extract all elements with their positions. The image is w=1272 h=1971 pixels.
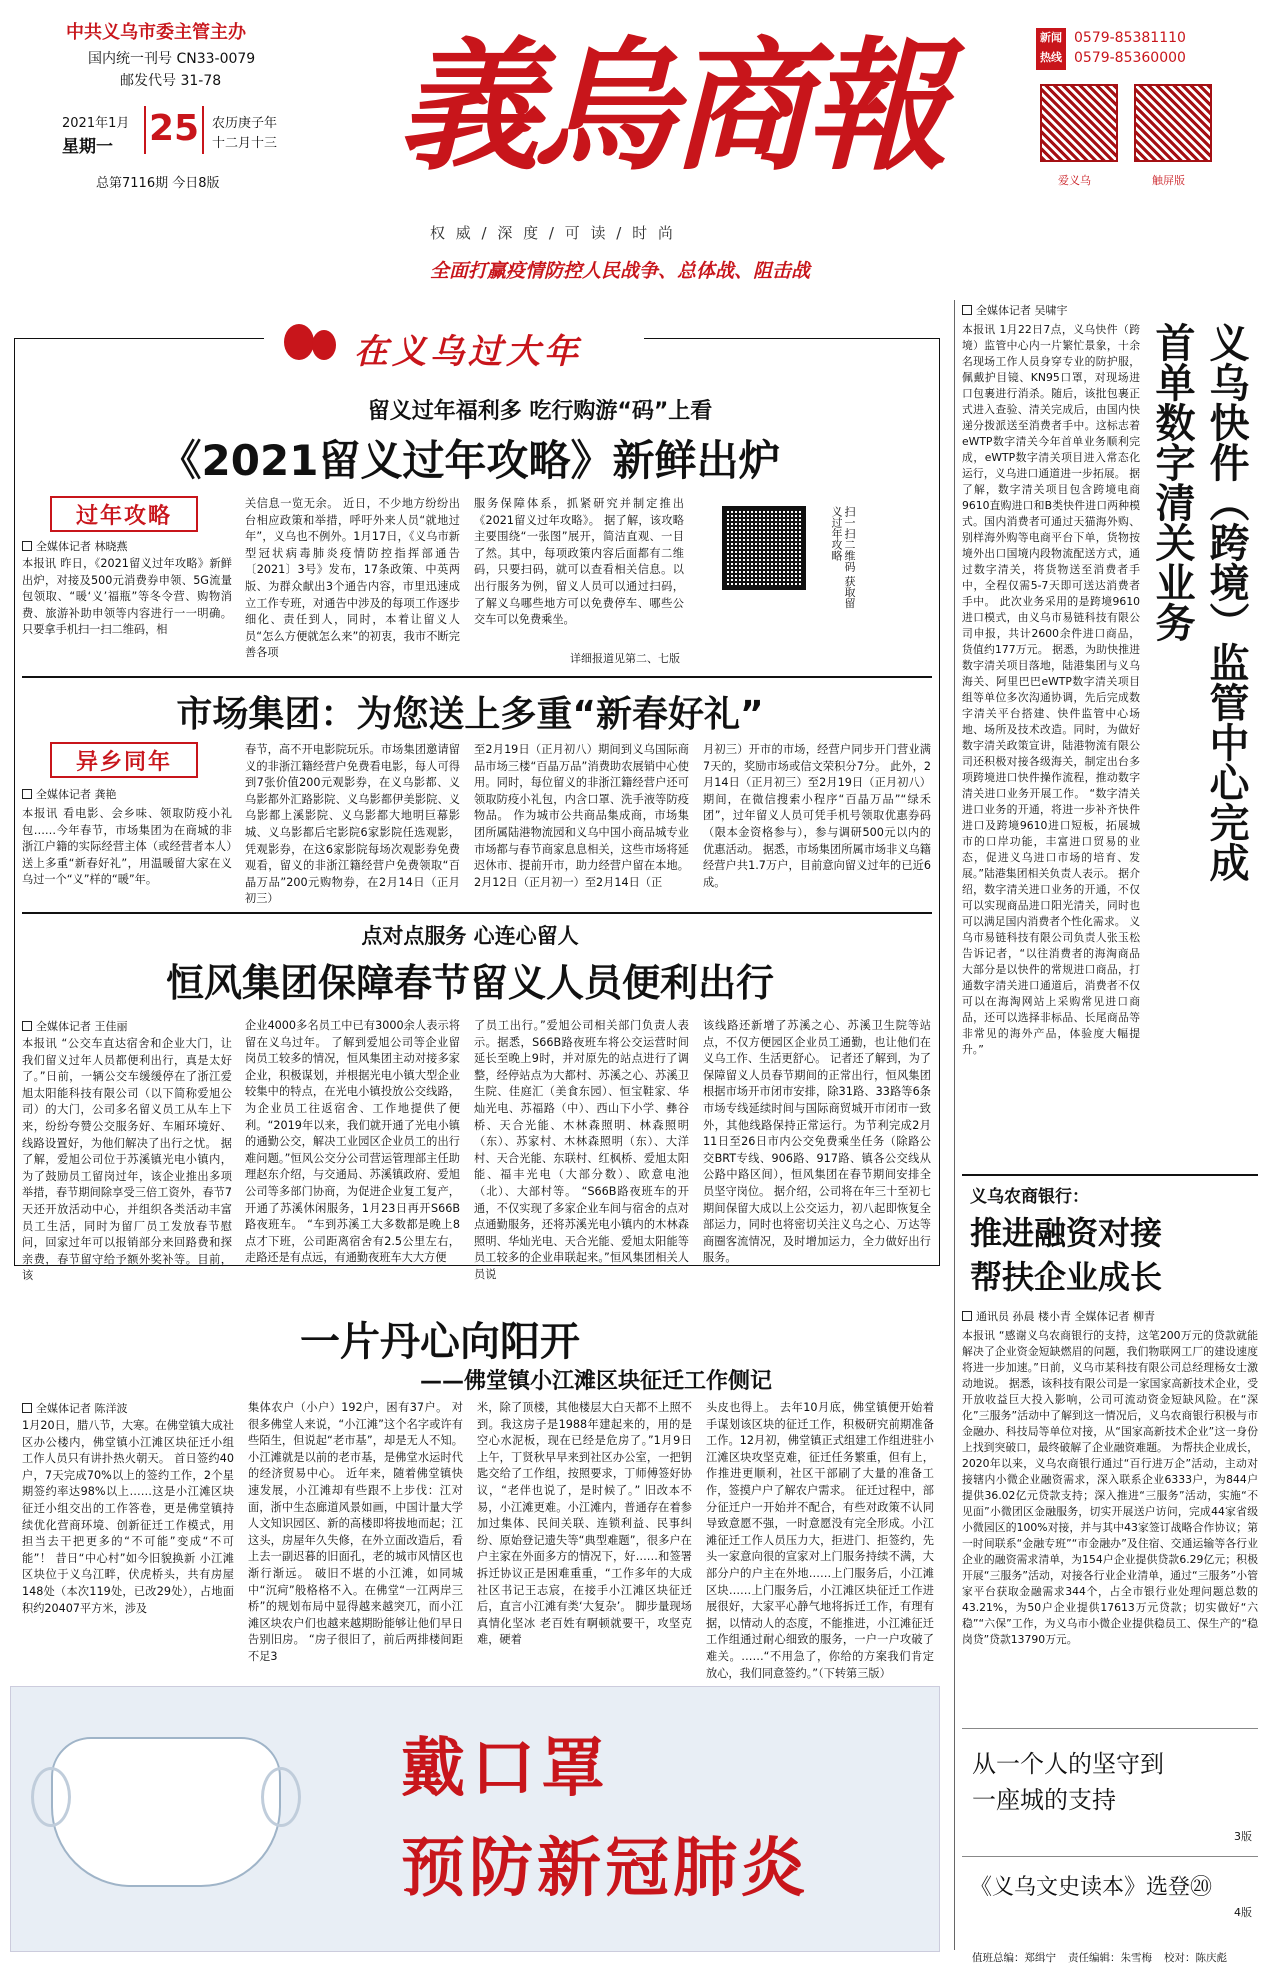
hengfeng-col-4: 该线路还新增了苏溪之心、苏溪卫生院等站点，不仅方便园区企业员工通勤，也让他们在义乌工作、生活更舒心。 记者还了解到，为了保障留义人员春节期间的正常出行，恒风集团根据市场开市闭市安排，除31路、33路等6条市场专线延续时间与国际商贸城开市闭市一致外，其他线路保持正常运行。为节利完成2月11日至26日市内公交免费乘坐任务（除路公交BRT专线、906路、917路、镇各公交线从公路中路区间），恒风集团在春节期间安排全员坚守岗位。 据介绍，公司将在年三十至初七期间保留大成以上公交运力，初八起即恢复全部运力，同时也将密切关注义乌之心、万达等商圈客流情况，及时增加运力，全力做好出行服务。	[703, 1019, 931, 1265]
lantern-icon	[284, 324, 314, 360]
bank-kicker: 义乌农商银行：	[970, 1187, 1089, 1207]
issue-line: 总第7116期 今日8版	[96, 176, 220, 191]
hengfeng-headline: 恒风集团保障春节留义人员便利出行	[165, 961, 774, 1005]
footer-editor-2: 责任编辑：朱雪梅	[1068, 1952, 1152, 1964]
lunar-day: 十二月十三	[212, 136, 278, 151]
tag-hometown: 异乡同年	[50, 742, 198, 778]
hotline-tag-1: 新闻	[1040, 31, 1062, 44]
qr-code-mobile	[1134, 84, 1212, 162]
lunar-year: 农历庚子年	[212, 116, 278, 131]
byline-square-icon	[962, 305, 972, 315]
hotline-badge	[1036, 28, 1066, 70]
issn-line: 国内统一刊号 CN33-0079	[88, 51, 256, 67]
qr-label-app: 爱义乌	[1058, 174, 1091, 187]
jiangtan-subhead: ——佛堂镇小江滩区块征迁工作侧记	[420, 1369, 773, 1394]
newspaper-title: 義烏商報	[398, 24, 942, 190]
market-headline: 市场集团：为您送上多重“新春好礼”	[176, 694, 764, 735]
qr-caption-line-2: 获取留义过年攻略	[830, 506, 856, 609]
kuaijian-headline-1: 义乌快件（跨境）监管中心完成	[1203, 322, 1249, 882]
footer-editor-3: 校对：陈庆彪	[1164, 1952, 1227, 1964]
campaign-banner: 全面打赢疫情防控人民战争、总体战、阻击战	[430, 260, 811, 282]
date-day: 25	[144, 106, 204, 154]
qr-label-mobile: 触屏版	[1152, 174, 1185, 187]
byline-square-icon	[22, 1021, 32, 1031]
promo-1-page: 3版	[1234, 1830, 1252, 1843]
byline-square-icon	[22, 1403, 32, 1413]
byline-text: 全媒体记者 林晓燕	[36, 540, 128, 553]
market-byline	[22, 786, 117, 802]
divider	[22, 676, 932, 678]
phone-1: 0579-85381110	[1074, 30, 1186, 46]
divider	[962, 1856, 1258, 1857]
jiangtan-byline	[22, 1400, 128, 1416]
bank-byline	[962, 1308, 1155, 1324]
bank-headline-2: 帮扶企业成长	[970, 1258, 1163, 1296]
kuaijian-byline	[962, 302, 1068, 318]
jiangtan-headline: 一片丹心向阳开	[300, 1319, 580, 1365]
feature-headline: 《2021留义过年攻略》新鲜出炉	[159, 436, 781, 485]
feature-col-1: 本报讯 昨日，《2021留义过年攻略》新鲜出炉，对接及500元消费券申领、5G流量包领取、“暖‘义’福瓶”等冬令营、购物消费、旅游补助申领等内容进行一一明确。只要拿手机扫一扫二维码，相	[22, 557, 232, 637]
kuaijian-body-overflow	[962, 994, 1260, 1178]
hengfeng-col-1: 本报讯 “公交车直达宿舍和企业大门，让我们留义过年人员都便利出行，真是太好了。”日前，一辆公交车缓缓停在了浙江爱旭太阳能科技有限公司（以下简称爱旭公司）的大门，公司多名留义员工从车上下来，纷纷夸赞公交服务好、车厢环境好、线路设置好，为他们解决了出行之忧。 据了解，爱旭公司位于苏溪镇光电小镇内，为了鼓励员工留岗过年，该企业推出多项举措，春节期间除享受三倍工资外，春节7天还开放活动中心，并组织各类活动丰富员工生活，同时为留厂员工发放春节慰问，回家过年可以报销部分来回路费和探亲费，春节留守给予额外奖补等。目前，该	[22, 1037, 232, 1283]
jiangtan-col-2: 集体农户（小户）192户，困有37户。 对很多佛堂人来说，“小江滩”这个名字或许有些陌生，但说起“老市基”，却是无人不知。小江滩就是以前的老市基，是佛堂水运时代的经济贸易中心。 近年来，随着佛堂镇快速发展，小江滩却有些跟不上步伐：江对面，浙中生态廊道风景如画，中国计量大学人文知识园区、新的高楼即将拔地而起；江这头，房屋年久失修，在外立面改造后，看上去一副迟暮的旧面孔，老的城市风情区也渐行渐远。 破旧不堪的小江滩，如同城中“沉疴”般格格不入。在佛堂“一江两岸三桥”的规划布局中显得越来越突兀，而小江滩区块农户们也越来越期盼能够让他们早日告别旧房。 “房子很旧了，前后两排楼间距不足3	[248, 1401, 463, 1663]
sponsor-line: 中共义乌市委主管主办	[66, 22, 246, 43]
feature-banner-title: 在义乌过大年	[354, 332, 582, 372]
bank-headline-1: 推进融资对接	[970, 1214, 1163, 1252]
byline-text: 全媒体记者 陈洋波	[36, 1402, 128, 1415]
phone-2: 0579-85360000	[1074, 50, 1186, 66]
jiangtan-col-3: 米，除了顶楼，其他楼层大白天都不上照不到。我这房子是1988年建起来的，用的是空心水泥板，现在已经是危房了。”1月9日上午，丁贤秋早早来到社区办公室，一把钥匙交给了工作组，按照要求，丁师傅签好协议，“老伴也说了，是时候了。” 旧改本不易，小江滩更难。小江滩内，普通存在着参加过集体、民间关联、连锁利益、民事纠纷、原始登记遗失等“典型难题”，很多户在户主家在外面多方的情况下，好……和签署拆迁协议正是困难重重，“工作多年的大成社区书记王志宸，在接手小江滩区块征迁后，直言小江滩有类‘大复杂’。 脚步量现场 真情化坚冰 老百姓有啊顿就要干，攻坚克难，硬着	[477, 1401, 692, 1647]
market-col-1: 本报讯 看电影、会乡味、领取防疫小礼包……今年春节，市场集团为在商城的非浙江户籍的实际经营主体（或经营者本人）送上多重“新春好礼”，用温暖留大家在义乌过一个“义”样的“暖”年。	[22, 807, 232, 887]
date-year-month: 2021年1月	[62, 116, 130, 131]
lantern-icon	[312, 330, 336, 360]
mask-strap-icon	[261, 1767, 301, 1827]
footer-credits	[972, 1950, 1262, 1965]
kuaijian-headline-2: 首单数字清关业务	[1149, 322, 1195, 642]
hotline-tag-2: 热线	[1040, 51, 1062, 64]
feature-col-2: 关信息一览无余。 近日，不少地方纷纷出台相应政策和举措，呼吁外来人员“就地过年”，义乌也不例外。1月17日，《义乌市新型冠状病毒肺炎疫情防控指挥部通告〔2021〕3号》发布，17条政策、中英两版、为群众献出3个通告内容，市里迅速成立工作专班，对通告中涉及的每项工作逐步细化、责任到人，同时，本着让留义人员“怎么方便就怎么来”的初衷，我市不断完善各项	[245, 497, 460, 660]
byline-square-icon	[22, 789, 32, 799]
promo-1-line-1: 从一个人的坚守到	[972, 1750, 1164, 1778]
date-block	[62, 110, 324, 160]
market-col-4: 月初三）开市的市场，经营户同步开门营业满7天的，奖励市场或信文荣积分7分。 此外，2月14日（正月初三）至2月19日（正月初八）期间，在微信搜索小程序“百晶万品”“绿禾团”，过年留义人员可凭手机号领取优惠券码（限本金资格参与），参与调研500元以内的优惠活动。 据悉，市场集团所属市场非义乌籍经营户共1.7万户，目前意向留义过年的已近6成。	[703, 743, 931, 889]
see-more: 详细报道见第二、七版	[570, 652, 680, 665]
promo-1[interactable]	[962, 1736, 1258, 1856]
jiangtan-col-1: 1月20日，腊八节，大寒。在佛堂镇大成社区办公楼内，佛堂镇小江滩区块征迁小组工作人员只有讲扑热火朝天。 首日签约40户，7天完成70%以上的签约工作，2个星期签约率达98%以上……这是小江滩区块征迁小组交出的工作答卷，更是佛堂镇持续优化营商环境、创新征迁工作模式，用担当去干把更多的“不可能”变成“不可能”！ 昔日“中心村”如今旧貌换新 小江滩区块位于义乌江畔，伏虎桥头，共有房屋148处（本次119处，已改29处），占地面积约20407平方米，涉及	[22, 1419, 234, 1615]
vertical-divider	[954, 300, 955, 1950]
divider	[962, 1728, 1258, 1729]
tag-guide: 过年攻略	[50, 496, 198, 532]
byline-text: 全媒体记者 王佳丽	[36, 1020, 128, 1033]
promo-2[interactable]	[962, 1862, 1258, 1922]
jiangtan-col-4: 头皮也得上。 去年10月底，佛堂镇便开始着手谋划该区块的征迁工作，积极研究前期准备工作。12月初，佛堂镇正式组建工作组进驻小江滩区块攻坚克难，征迁任务繁重，但有上，作推进更顺利，社区干部刷了大量的准备工作，签摸户户了解农户需求。 征迁过程中，部分征迁户一开始并不配合，有些对政策不认同导致意愿不强，一时意愿没有完全形成。小江滩征迁工作人员压力大，拒进门、拒签约，先头一家意向很的宣家对上门服务持续不满，大部分户的户主在外地……上门服务后，小江滩区块……上门服务后，小江滩区块征迁工作进展很好，大家平心静气地将拆迁工作，有理有据，以情动人的态度，不能推进，小江滩征迁工作组通过耐心细致的服务，一户一户攻破了难关。……“不用急了，你给的方案我们肯定放心，我们同意签约。”（下转第三版）	[706, 1401, 934, 1680]
post-code-line: 邮发代号 31-78	[120, 73, 222, 89]
divider	[22, 912, 932, 914]
footer-editor-1: 值班总编：郑缉宁	[972, 1952, 1056, 1964]
hengfeng-kicker: 点对点服务 心连心留人	[361, 924, 579, 948]
byline-square-icon	[22, 541, 32, 551]
promo-2-page: 4版	[1234, 1906, 1252, 1919]
kuaijian-body: 本报讯 1月22日7点，义乌快件（跨境）监管中心内一片繁忙景象，十余名现场工作人员身穿专业的防护服，佩戴护目镜、KN95口罩，对现场进口包裹进行消杀。随后，该批包裹正式进入查验、清关完成后，由国内快递分拨派送至消费者手中。这标志着eWTP数字清关今年首单业务顺利完成，eWTP数字清关项目进入常态化运行，义乌进口通道进一步拓展。 据了解，数字清关项目包含跨境电商9610直购进口和B类快件进口两种模式。国内消费者可通过天猫海外购、别样海外购等电商平台下单，货物按境外出口国境内段物流配送方式，通过数字清关，将货物送至消费者手中，全程仅需5-7天即可送达消费者手中。 此次业务采用的是跨境9610进口模式，由义乌市易链科技有限公司申报，共计2600余件进口商品，货值约177万元。 据悉，为助快推进数字清关项目落地，陆港集团与义乌海关、阿里巴巴eWTP数字清关项目组等单位多次沟通协调，先后完成数字清关平台搭建、快件监管中心场地、场所及技术改造。同时，为做好数字清关政策宣讲，陆港物流有限公司还积极对接各级海关，制定出台多项跨境进口快件操作流程，推动数字清关进口业务开展工作。 “数字清关进口业务的开通，将进一步补齐快件进口及跨境9610进口短板，拓展城市的口岸功能，丰富进口贸易的业态，促进义乌进口市场的培育、发展。”陆港集团相关负责人表示。 据介绍，数字清关进口业务的开通，不仅可以实现商品进口阳光清关，同时也可以满足国内消费者个性化需求。 义乌市易链科技有限公司负责人张玉松告诉记者，“以往消费者的海淘商品大部分是以快件的常规进口商品，打通数字清关进口通道后，消费者不仅可以在海淘网站上采购常见进口商品，还可以选择非标品、长尾商品等非常见的海外产品，体验度大幅提升。”	[962, 323, 1140, 1056]
hengfeng-col-2: 企业4000多名员工中已有3000余人表示将留在义乌过年。 了解到爱旭公司等企业留岗员工较多的情况，恒风集团主动对接多家企业，积极谋划，并根据光电小镇大型企业较集中的特点，在光电小镇投放公交线路，为企业员工往返宿舍、工作地提供了便利。“2019年以来，我们就开通了光电小镇的通勤公交，解决工业园区企业员工的出行难问题。”恒风公交分公司营运管理部主任助理赵东介绍，与交通局、苏溪镇政府、爱旭公司等多部门协商，为促进企业复工复产，开通了苏溪休闲服务，1月23日再开S66B路夜班车。 “车到苏溪工大多数都是晚上8点才下班，公司距离宿舍有2.5公里左右，走路还是有点远，有通勤夜班车大大方便	[245, 1019, 460, 1265]
divider	[962, 1174, 1258, 1176]
qr-code-app	[1040, 84, 1118, 162]
date-weekday: 星期一	[62, 137, 113, 157]
feature-kicker: 留义过年福利多 吃行购游“码”上看	[367, 399, 713, 424]
ad-line-2: 预防新冠肺炎	[401, 1832, 809, 1906]
market-col-3: 至2月19日（正月初八）期间到义乌国际商品市场三楼“百晶万品”消费助农展销中心使用。同时，每位留义的非浙江籍经营户还可领取防疫小礼包，内含口罩、洗手液等防疫物品。 作为城市公共商品集成商，市场集团所属陆港物流园和义乌中国小商品城专业市场都与春节商家息息相关，这些市场将延迟休市、提前开市，助力经营户留在本地。2月12日（正月初一）至2月14日（正	[474, 743, 689, 889]
bank-body: 本报讯 “感谢义乌农商银行的支持，这笔200万元的贷款就能解决了企业资金短缺燃眉的问题，我们物联网工厂的建设速度将进一步加速。”日前，义乌市某科技有限公司总经理杨女士激动地说。 据悉，该科技有限公司是一家国家高新技术企业，受开放收益巨大投入影响，公司可流动资金短缺风险。在“深化”三服务”活动中了解到这一情况后，义乌农商银行积极与市金融办、科技局等单位对接，从“国家高新技术企业”这一身份上找到突破口，最终破解了企业融资难题。 为帮扶企业成长，2020年以来，义乌农商银行通过“百行进万企”活动，主动对接辖内小微企业融资需求，深入联系企业6333户，为844户提供36.02亿元贷款支持；深入推进“三服务”活动，实施“不见面”小微团区金融服务，切实开展送户访问，完成44家省级小微园区的100%对接，并与其中43家签订战略合作协议；第一时间联系“金融专班”“市金融办”及住宿、交通运输等各行业企业的融资需求清单，为154户企业提供贷款6.29亿元；积极开展“三服务”活动，对接各行业企业清单，通过“三服务”小管家平台获取金融需求344个，占全市银行业处理问题总数的43.21%，为50户企业提供17613万元贷款；切实做好“六稳”“六保”工作，为义乌市小微企业提供稳员工、保生产的“稳岗贷”贷款13790万元。	[962, 1329, 1258, 1646]
hengfeng-col-3: 了员工出行。”爱旭公司相关部门负责人表示。据悉，S66B路夜班车将公交运营时间延长至晚上9时，并对原先的站点进行了调整，经停站点为大都村、苏溪之心、苏溪卫生院、佳庭汇（美食东园）、恒宝鞋家、华灿光电、苏福路（中）、西山下小学、彝谷桥、天合光能、木林森照明、林森照明（东）、苏家村、木林森照明（东）、大洋村、天合光能、东联村、红枫桥、爱旭太阳能、福丰光电（大部分数）、欧意电池（北）、大部村等。 “S66B路夜班车的开通，不仅实现了多家企业车间与宿舍的点对点通勤服务，还将苏溪光电小镇内的木林森照明、华灿光电、天合光能、爱旭太阳能等员工较多的企业串联起来。”恒风集团相关人员说	[474, 1019, 689, 1281]
market-col-2: 春节，高不开电影院玩乐。市场集团邀请留义的非浙江籍经营户免费看电影，每人可得到7张价值200元观影券，在义乌影都、义乌影都外汇路影院、义乌影都伊美影院、义乌影都上溪影院、义乌影都大地明巨幕影城、义乌影都后宅影院6家影院任选观影，凭观影券，在这6家影院每场次观影券免费观看，留义的非浙江籍经营户免费领取“百晶万品”200元购物券，在2月14日（正月初三）	[245, 743, 460, 906]
ad-line-1: 戴口罩	[401, 1732, 611, 1806]
byline-text: 通讯员 孙晨 楼小青 全媒体记者 柳青	[976, 1310, 1155, 1323]
byline-square-icon	[962, 1311, 972, 1321]
face-mask-icon	[51, 1737, 281, 1887]
promo-2-title: 《义乌文史读本》选登⑳	[970, 1875, 1213, 1900]
masthead	[0, 0, 1272, 300]
mask-strap-icon	[31, 1767, 71, 1827]
feature-byline	[22, 538, 128, 554]
hengfeng-byline	[22, 1018, 128, 1034]
qr-caption	[816, 506, 856, 618]
slogan: 权 威 / 深 度 / 可 读 / 时 尚	[430, 224, 676, 242]
mask-ad	[10, 1686, 940, 1952]
feature-col-3: 服务保障体系，抓紧研究并制定推出《2021留义过年攻略》。 据了解，该攻略主要围绕“一张图”展开，简洁直观、一目了然。其中，每项政策内容后面都有二维码，只要扫码，就可以查看相关信息。以出行服务为例，留义人员可以通过扫码，了解义乌哪些地方可以免费停车、哪些公交车可以免费乘坐。	[474, 497, 684, 627]
feature-banner	[264, 318, 644, 370]
byline-text: 全媒体记者 龚艳	[36, 788, 117, 801]
byline-text: 全媒体记者 吴啸宇	[976, 304, 1068, 317]
qr-code-guide	[722, 506, 806, 590]
promo-1-line-2: 一座城的支持	[972, 1786, 1116, 1814]
qr-caption-line-1: 扫一扫二维码	[843, 506, 856, 572]
hotline-block	[1036, 28, 1246, 72]
